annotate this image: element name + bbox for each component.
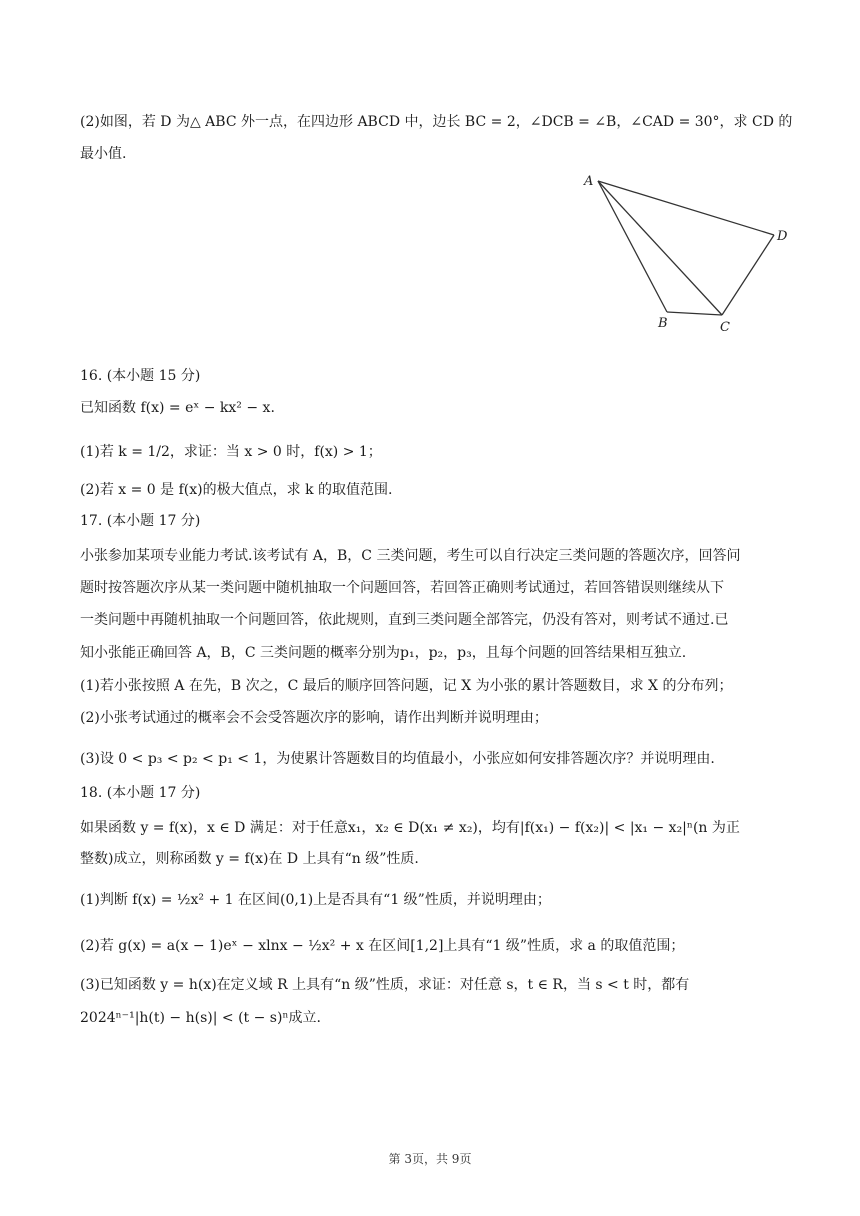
page-footer: 第 3页，共 9页 (388, 1152, 472, 1166)
segment-ad (598, 181, 774, 235)
label-c: C (720, 320, 730, 335)
segment-bc (667, 312, 722, 315)
label-b: B (658, 316, 668, 331)
q17-stem-line: 小张参加某项专业能力考试.该考试有 A，B，C 三类问题，考生可以自行决定三类问题的答题次序，回答问 (80, 548, 741, 564)
q17-header: 17. (本小题 17 分) (80, 513, 201, 529)
q16-stem: 已知函数 f(x) = eˣ − kx² − x. (80, 400, 275, 416)
quadrilateral-diagram (570, 165, 810, 345)
segment-ab (598, 181, 667, 312)
q17-stem-line: 题时按答题次序从某一类问题中随机抽取一个问题回答，若回答正确则考试通过，若回答错误则继续从下 (80, 580, 724, 596)
label-a: A (584, 174, 594, 189)
q16-part1: (1)若 k = 1/2，求证：当 x > 0 时，f(x) > 1； (80, 444, 382, 460)
quadrilateral-figure (570, 165, 810, 345)
q15-part2-line1: (2)如图，若 D 为△ ABC 外一点，在四边形 ABCD 中，边长 BC = 2，∠DCB = ∠B，∠CAD = 30°，求 CD 的 (80, 114, 793, 130)
q18-part1: (1)判断 f(x) = ½x² + 1 在区间(0,1)上是否具有“1 级”性质，并说明理由； (80, 892, 551, 908)
q18-stem-line2: 整数)成立，则称函数 y = f(x)在 D 上具有“n 级”性质. (80, 851, 419, 867)
q17-stem-line: 一类问题中再随机抽取一个问题回答，依此规则，直到三类问题全部答完，仍没有答对，则考试不通过.已 (80, 612, 729, 628)
q16-header: 16. (本小题 15 分) (80, 368, 201, 384)
q17-part3: (3)设 0 < p₃ < p₂ < p₁ < 1，为使累计答题数目的均值最小，小张应如何安排答题次序？并说明理由. (80, 751, 715, 767)
q18-stem-line1: 如果函数 y = f(x)，x ∈ D 满足：对于任意x₁，x₂ ∈ D(x₁ ≠ x₂)，均有|f(x₁) − f(x₂)| < |x₁ − x₂|ⁿ(n 为正 (80, 820, 740, 836)
q17-part2: (2)小张考试通过的概率会不会受答题次序的影响，请作出判断并说明理由； (80, 710, 548, 726)
label-d: D (777, 229, 788, 244)
q18-part2: (2)若 g(x) = a(x − 1)eˣ − xlnx − ½x² + x 在区间[1,2]上具有“1 级”性质，求 a 的取值范围； (80, 938, 685, 954)
q18-header: 18. (本小题 17 分) (80, 785, 201, 801)
q18-part3-line1: (3)已知函数 y = h(x)在定义域 R 上具有“n 级”性质，求证：对任意 s，t ∈ R，当 s < t 时，都有 (80, 977, 690, 993)
segment-cd (722, 235, 774, 315)
q17-part1: (1)若小张按照 A 在先，B 次之，C 最后的顺序回答问题，记 X 为小张的累计答题数目，求 X 的分布列； (80, 678, 733, 694)
q18-part3-line2: 2024ⁿ⁻¹|h(t) − h(s)| < (t − s)ⁿ成立. (80, 1010, 321, 1026)
q15-part2-line2: 最小值. (80, 146, 127, 162)
q17-stem-line: 知小张能正确回答 A，B，C 三类问题的概率分别为p₁，p₂，p₃，且每个问题的回答结果相互独立. (80, 645, 687, 661)
segment-ac (598, 181, 722, 315)
q16-part2: (2)若 x = 0 是 f(x)的极大值点，求 k 的取值范围. (80, 482, 393, 498)
